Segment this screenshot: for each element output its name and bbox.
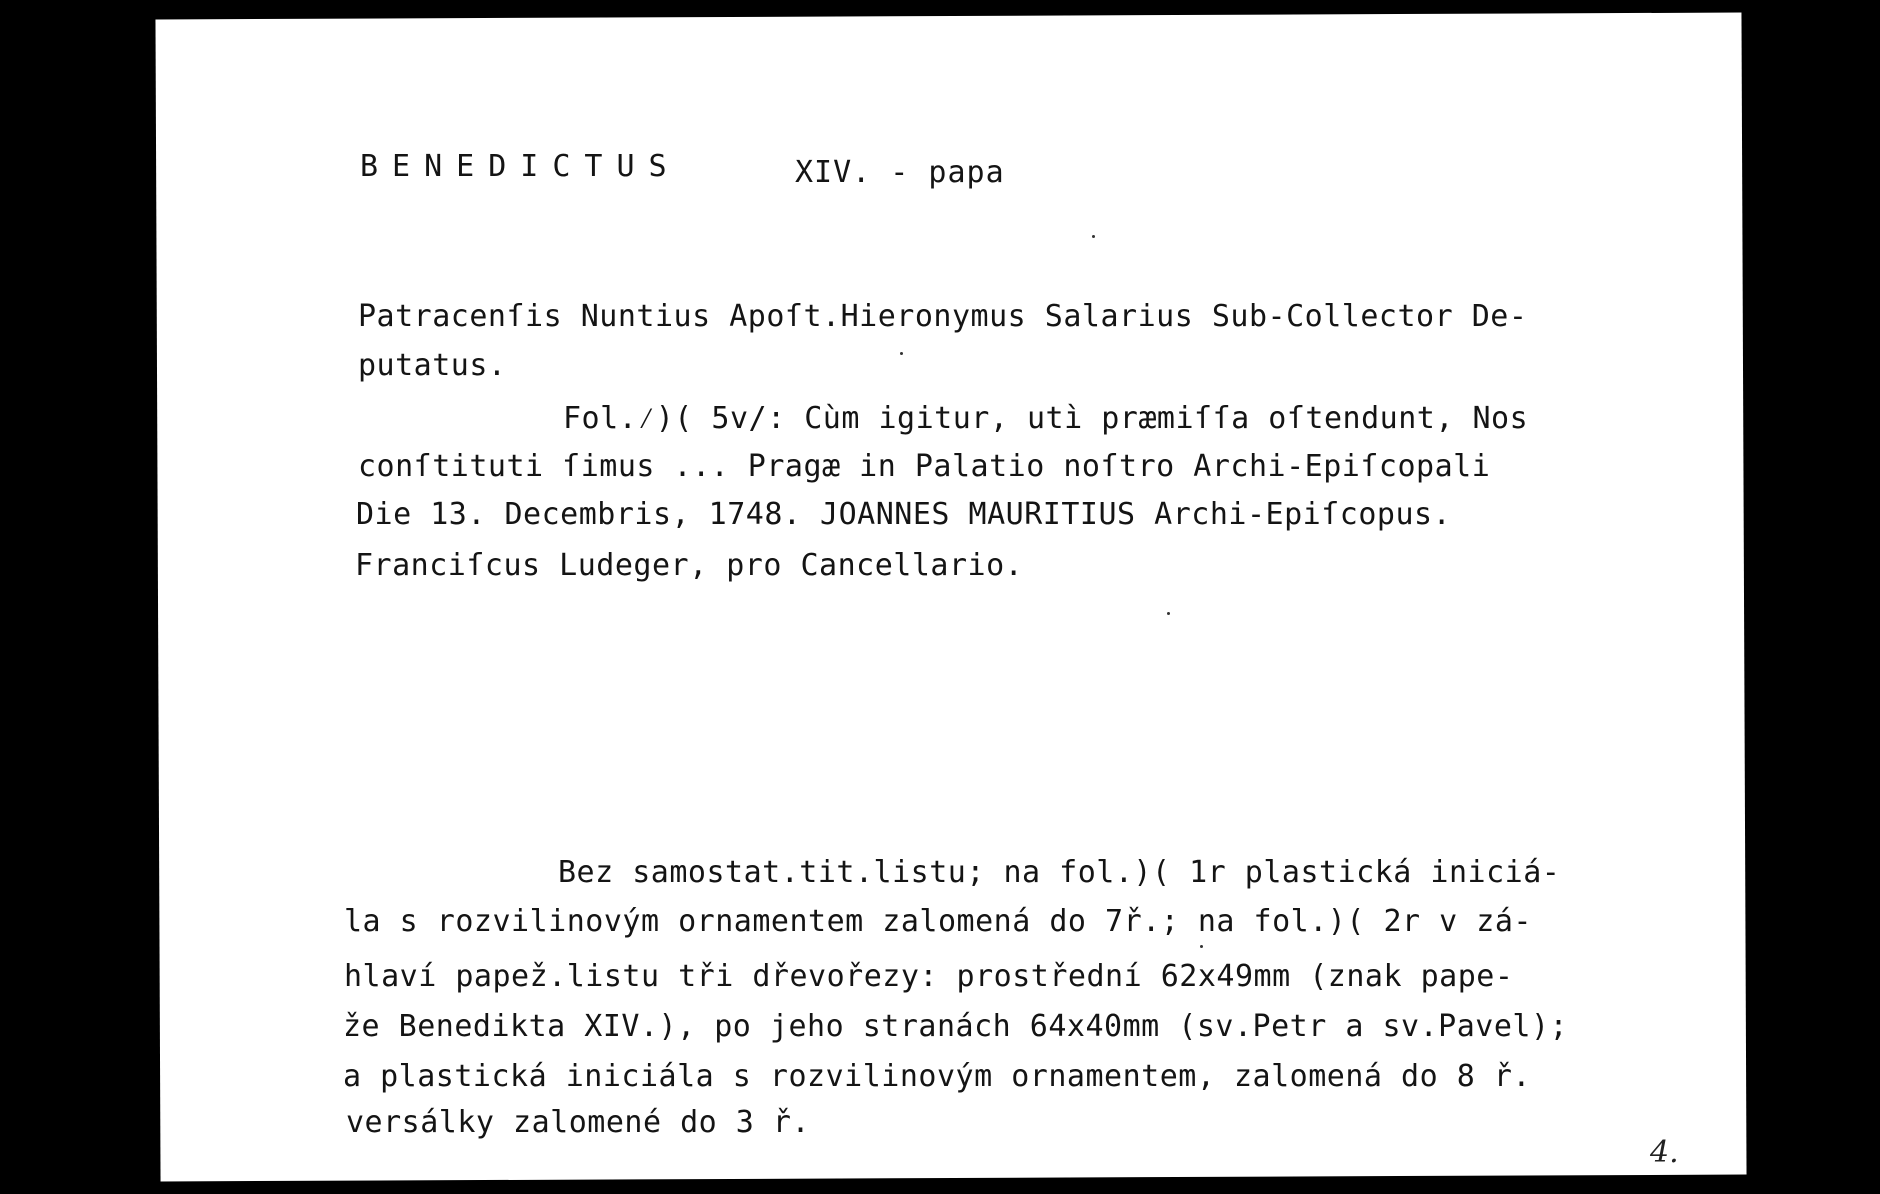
description-line-3: hlaví papež.listu tři dřevořezy: prostřední 62x49mm (znak pape- xyxy=(344,959,1514,994)
incipit-line-2: conſtituti ſimus ... Pragæ in Palatio noſtro Archi-Epiſcopali xyxy=(358,449,1491,484)
heading-title: XIV. - papa xyxy=(795,155,1005,190)
incipit-line-4: Franciſcus Ludeger, pro Cancellario. xyxy=(355,548,1024,583)
description-line-1: Bez samostat.tit.listu; na fol.)( 1r plastická iniciá- xyxy=(558,855,1561,890)
title-line-2: putatus. xyxy=(358,348,507,383)
description-line-4: že Benedikta XIV.), po jeho stranách 64x40mm (sv.Petr a sv.Pavel); xyxy=(343,1009,1569,1044)
scan-speck xyxy=(1167,612,1170,615)
page-number: 4. xyxy=(1650,1135,1679,1170)
incipit-line-1: Fol.⁄)( 5v/: Cùm igitur, utì præmiſſa oſtendunt, Nos xyxy=(563,401,1529,436)
incipit-line-3: Die 13. Decembris, 1748. JOANNES MAURITIUS Archi-Epiſcopus. xyxy=(356,497,1452,532)
description-line-6: versálky zalomené do 3 ř. xyxy=(346,1105,811,1140)
scan-speck xyxy=(900,352,903,355)
scan-speck xyxy=(1200,945,1203,948)
description-line-5: a plastická iniciála s rozvilinovým ornamentem, zalomená do 8 ř. xyxy=(343,1059,1531,1094)
scan-speck xyxy=(1092,235,1095,238)
description-line-2: la s rozvilinovým ornamentem zalomená do 7ř.; na fol.)( 2r v zá- xyxy=(344,904,1532,939)
title-line-1: Patracenſis Nuntius Apoſt.Hieronymus Salarius Sub-Collector De- xyxy=(358,299,1528,334)
heading-author: BENEDICTUS xyxy=(360,149,681,184)
